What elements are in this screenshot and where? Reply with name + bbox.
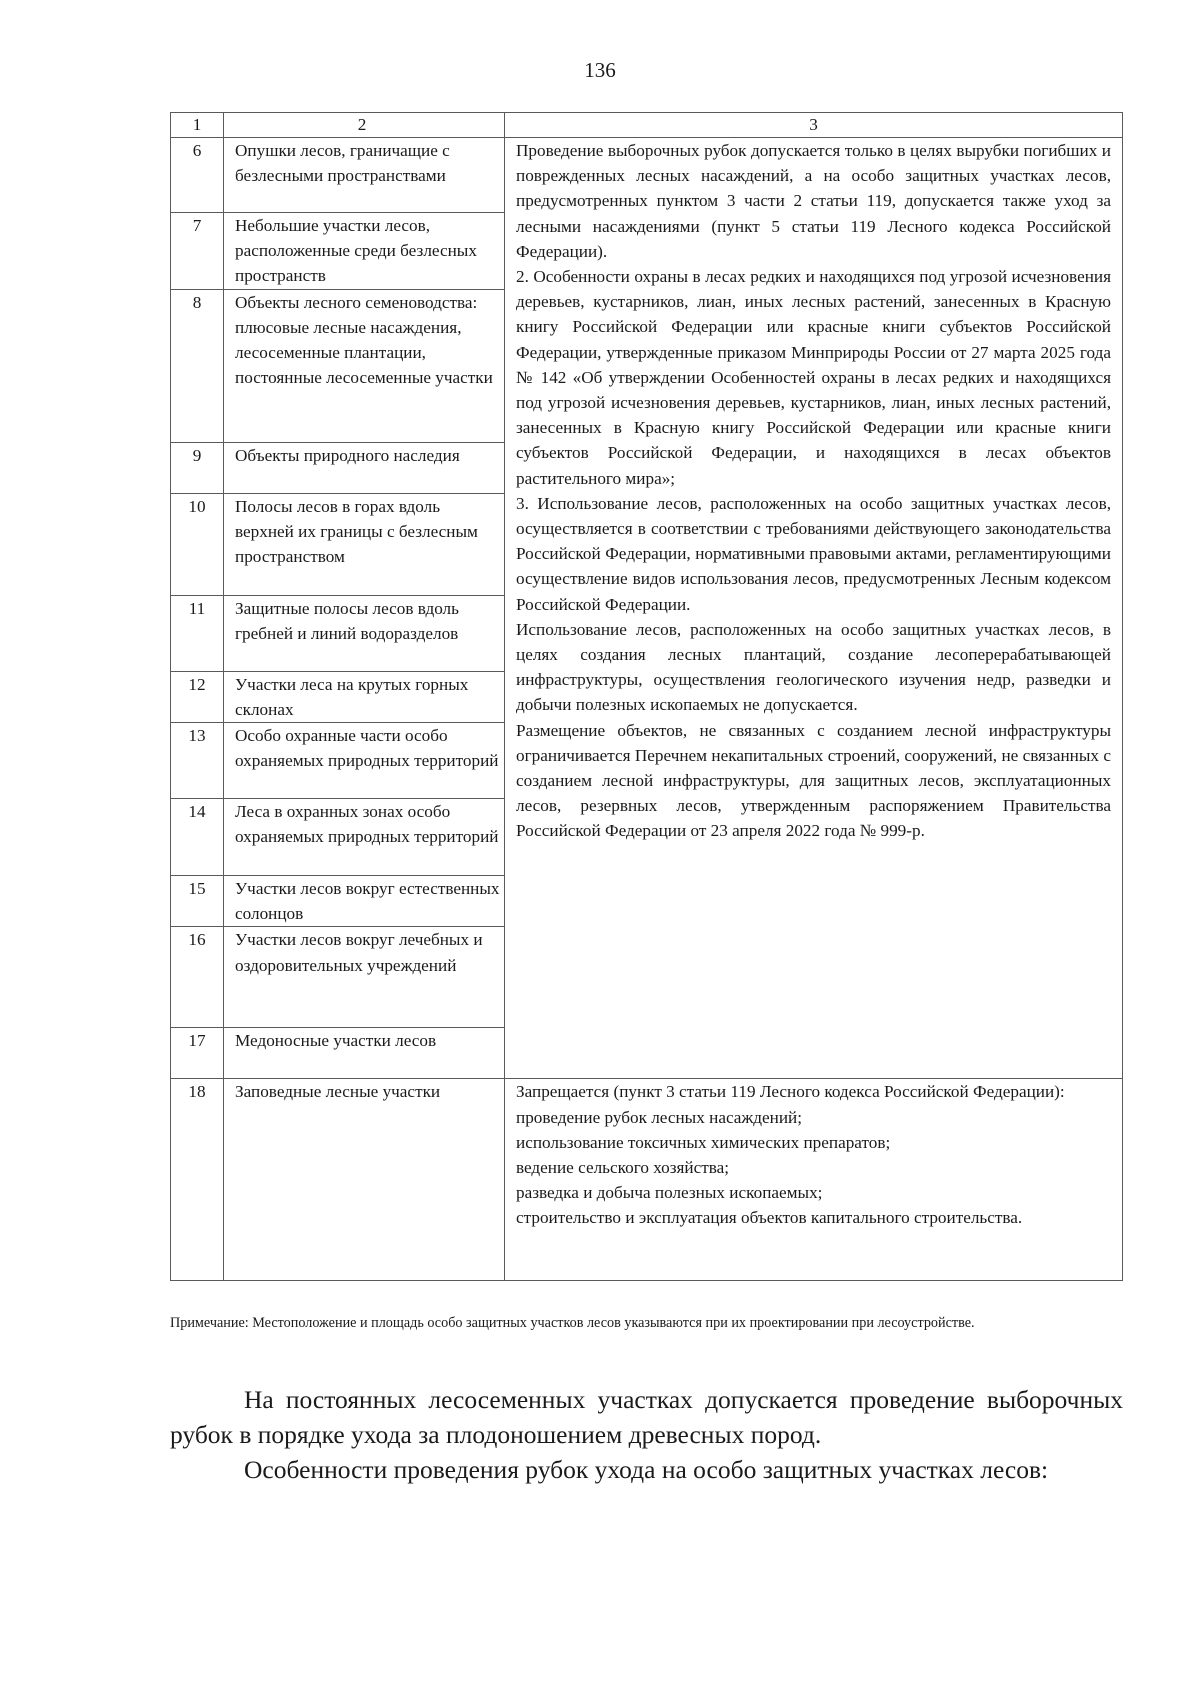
row-number: 16 <box>171 927 224 1028</box>
rules-paragraph: 2. Особенности охраны в лесах редких и находящихся под угрозой исчезновения деревьев, кустарников, лиан, иных лесных растений, занесенных в Красную книгу Российской Федерации или красные книги субъектов Российской Федерации, утвержденные приказом Минприроды России от 27 марта 2025 года № 142 «Об утверждении Особенностей охраны в лесах редких и находящихся под угрозой исчезновения деревьев, кустарников, лиан, иных лесных растений, занесенных в Красную книгу Российской Федерации или красные книги субъектов Российской Федерации, и находящихся в лесах объектов растительного мира»; <box>516 267 1111 488</box>
row-number: 14 <box>171 799 224 876</box>
page-number: 136 <box>584 58 616 82</box>
forest-areas-table <box>170 112 1123 1281</box>
row-name: Опушки лесов, граничащие с безлесными пространствами <box>224 138 505 213</box>
row-number: 13 <box>171 723 224 799</box>
row-name: Защитные полосы лесов вдоль гребней и линий водоразделов <box>224 595 505 671</box>
row-number: 7 <box>171 213 224 290</box>
row-name: Медоносные участки лесов <box>224 1028 505 1079</box>
rules-paragraph: Проведение выборочных рубок допускается только в целях вырубки погибших и поврежденных лесных насаждений, а на особо защитных участках лесов, предусмотренных пунктом 3 части 2 статьи 119, допускается также уход за лесными насаждениями (пункт 5 статьи 119 Лесного кодекса Российской Федерации). <box>516 141 1111 261</box>
row-name: Леса в охранных зонах особо охраняемых природных территорий <box>224 799 505 876</box>
body-paragraph <box>170 1382 1123 1452</box>
row-name: Заповедные лесные участки <box>224 1079 505 1281</box>
rules-paragraph: Использование лесов, расположенных на особо защитных участках лесов, в целях создания лесных плантаций, создание лесоперерабатывающей инфраструктуры, осуществления геологического изучения недр, разведки и добычи полезных ископаемых не допускается. <box>516 619 1111 715</box>
prohibition-line: строительство и эксплуатация объектов капитального строительства. <box>516 1208 1023 1228</box>
header-col-2: 2 <box>224 113 505 138</box>
prohibition-line: ведение сельского хозяйства; <box>516 1158 730 1178</box>
prohibition-line: использование токсичных химических препаратов; <box>516 1132 891 1152</box>
body-paragraph <box>170 1452 1123 1487</box>
row-name: Небольшие участки лесов, расположенные среди безлесных пространств <box>224 213 505 290</box>
row-name: Объекты природного наследия <box>224 442 505 493</box>
row-number: 17 <box>171 1028 224 1079</box>
row-number: 8 <box>171 289 224 442</box>
row-name: Полосы лесов в горах вдоль верхней их границы с безлесным пространством <box>224 493 505 595</box>
row-number: 15 <box>171 876 224 927</box>
row-number: 12 <box>171 671 224 722</box>
row-number: 11 <box>171 595 224 671</box>
prohibition-line: Запрещается (пункт 3 статьи 119 Лесного кодекса Российской Федерации): <box>516 1082 1065 1102</box>
paragraph-text: Особенности проведения рубок ухода на особо защитных участках лесов: <box>244 1455 1049 1484</box>
row-name: Участки лесов вокруг естественных солонцов <box>224 876 505 927</box>
row-number: 6 <box>171 138 224 213</box>
prohibition-line: разведка и добыча полезных ископаемых; <box>516 1183 823 1203</box>
prohibitions-cell <box>505 1079 1123 1281</box>
row-number: 18 <box>171 1079 224 1281</box>
paragraph-text: На постоянных лесосеменных участках допускается проведение выборочных рубок в порядке ухода за плодоношением древесных пород. <box>170 1385 1123 1449</box>
table-note: Примечание: Местоположение и площадь особо защитных участков лесов указываются при их проектировании при лесоустройстве. <box>170 1315 975 1331</box>
header-col-1: 1 <box>171 113 224 138</box>
row-name: Особо охранные части особо охраняемых природных территорий <box>224 723 505 799</box>
shared-rules-cell <box>505 138 1123 1079</box>
header-col-3: 3 <box>505 113 1123 138</box>
table-row <box>171 138 1123 213</box>
row-name: Участки лесов вокруг лечебных и оздоровительных учреждений <box>224 927 505 1028</box>
table-row <box>171 1079 1123 1281</box>
row-number: 10 <box>171 493 224 595</box>
rules-paragraph: Размещение объектов, не связанных с созданием лесной инфраструктуры ограничивается Перечнем некапитальных строений, сооружений, не связанных с созданием лесной инфраструктуры, для защитных лесов, эксплуатационных лесов, резервных лесов, утвержденным распоряжением Правительства Российской Федерации от 23 апреля 2022 года № 999-р. <box>516 720 1111 841</box>
row-number: 9 <box>171 442 224 493</box>
row-name: Участки леса на крутых горных склонах <box>224 671 505 722</box>
rules-paragraph: 3. Использование лесов, расположенных на особо защитных участках лесов, осуществляется в соответствии с требованиями действующего законодательства Российской Федерации, нормативными правовыми актами, регламентирующими осуществление видов использования лесов, предусмотренных Лесным кодексом Российской Федерации. <box>516 493 1111 614</box>
table-header-row <box>171 113 1123 138</box>
row-name: Объекты лесного семеноводства: плюсовые лесные насаждения, лесосеменные плантации, постоянные лесосеменные участки <box>224 289 505 442</box>
prohibition-line: проведение рубок лесных насаждений; <box>516 1107 803 1127</box>
